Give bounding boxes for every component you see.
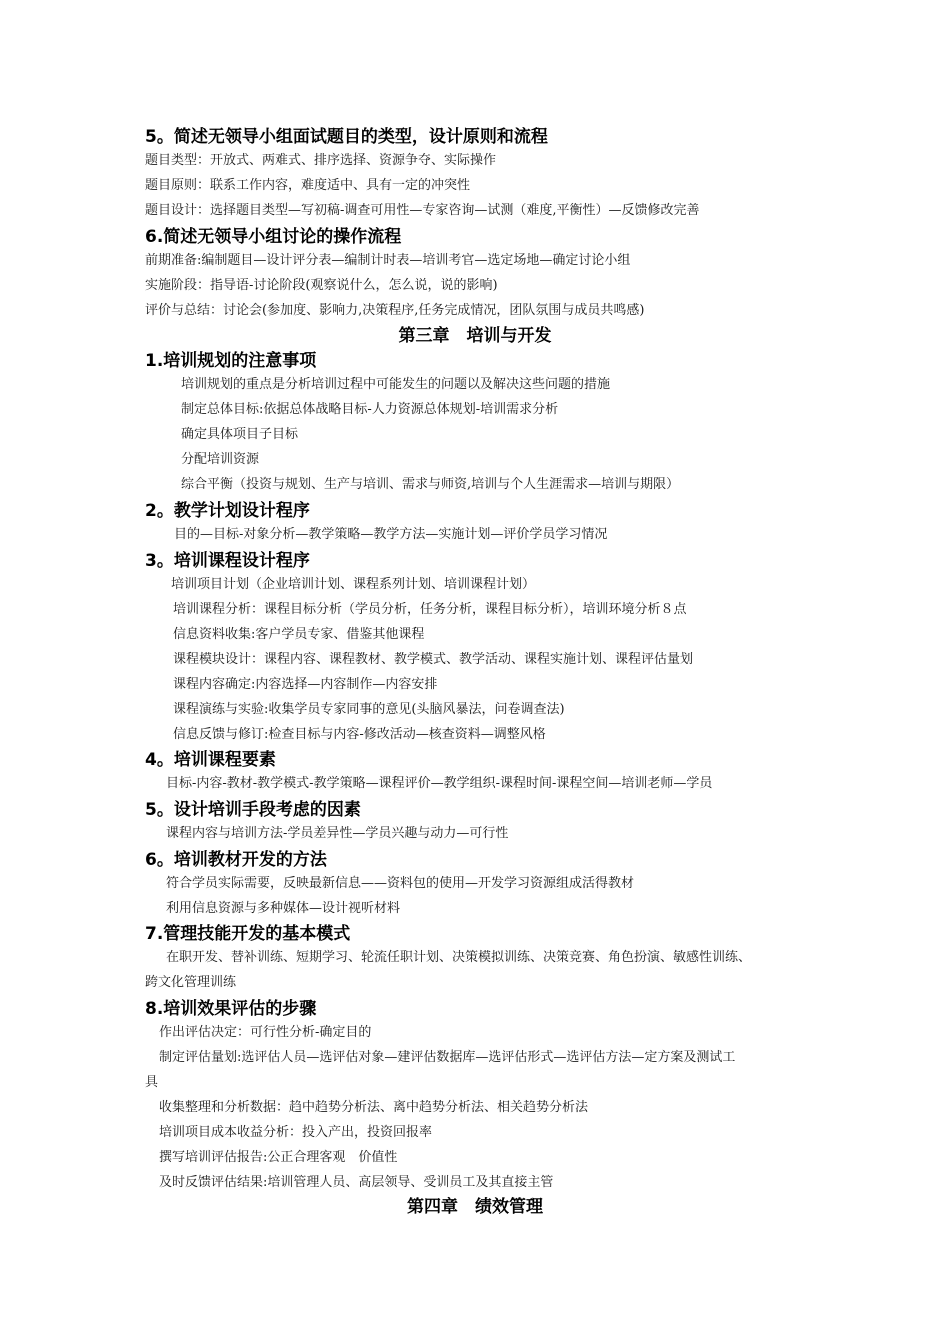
text-line: 培训规划的重点是分析培训过程中可能发生的问题以及解决这些问题的措施 (181, 377, 611, 392)
chapter-title: 第四章 绩效管理 (407, 1197, 543, 1217)
text-line: 题目设计：选择题目类型—写初稿-调查可用性—专家咨询—试测（难度,平衡性）—反馈修改完善 (145, 203, 700, 218)
text-line: 课程演练与实验:收集学员专家同事的意见(头脑风暴法，问卷调查法) (173, 702, 565, 717)
text-line: 目标-内容-教材-教学模式-教学策略—课程评价—教学组织-课程时间-课程空间—培训老师—学员 (166, 776, 713, 791)
text-line: 实施阶段：指导语-讨论阶段(观察说什么，怎么说，说的影响) (145, 278, 498, 293)
text-line: 具 (145, 1075, 159, 1090)
text-line: 收集整理和分析数据：趋中趋势分析法、离中趋势分析法、相关趋势分析法 (159, 1100, 589, 1115)
text-line: 在职开发、替补训练、短期学习、轮流任职计划、决策模拟训练、决策竞赛、角色扮演、敏感性训练、 (166, 950, 752, 965)
text-line: 目的—目标-对象分析—教学策略—教学方法—实施计划—评价学员学习情况 (174, 527, 608, 542)
text-line: 利用信息资源与多种媒体—设计视听材料 (166, 901, 401, 916)
text-line: 培训项目计划（企业培训计划、课程系列计划、培训课程计划） (171, 577, 536, 592)
text-line: 课程模块设计：课程内容、课程教材、教学模式、教学活动、课程实施计划、课程评估量划 (173, 652, 694, 667)
text-line: 题目类型：开放式、两难式、排序选择、资源争夺、实际操作 (145, 153, 497, 168)
text-line: 及时反馈评估结果:培训管理人员、高层领导、受训员工及其直接主管 (159, 1175, 554, 1190)
section-heading: 5。简述无领导小组面试题目的类型，设计原则和流程 (145, 127, 548, 147)
section-heading: 2。教学计划设计程序 (145, 501, 310, 521)
text-line: 分配培训资源 (181, 452, 260, 467)
text-line: 信息反馈与修订:检查目标与内容-修改活动—核查资料—调整风格 (173, 727, 546, 742)
text-line: 确定具体项目子目标 (181, 427, 299, 442)
text-line: 前期准备:编制题目—设计评分表—编制计时表—培训考官—选定场地—确定讨论小组 (145, 253, 631, 268)
text-line: 题目原则：联系工作内容，难度适中、具有一定的冲突性 (145, 178, 471, 193)
text-line: 作出评估决定：可行性分析-确定目的 (159, 1025, 372, 1040)
text-line: 综合平衡（投资与规划、生产与培训、需求与师资,培训与个人生涯需求—培训与期限） (181, 477, 680, 492)
text-line: 课程内容确定:内容选择—内容制作—内容安排 (173, 677, 438, 692)
section-heading: 3。培训课程设计程序 (145, 551, 310, 571)
text-line: 评价与总结：讨论会(参加度、影响力,决策程序,任务完成情况，团队氛围与成员共鸣感) (145, 303, 645, 318)
text-line: 培训课程分析：课程目标分析（学员分析，任务分析，课程目标分析），培训环境分析８点 (173, 602, 687, 617)
text-line: 制定总体目标:依据总体战略目标-人力资源总体规划-培训需求分析 (181, 402, 559, 417)
section-heading: 7.管理技能开发的基本模式 (145, 924, 351, 944)
text-line: 撰写培训评估报告:公正合理客观 价值性 (159, 1150, 398, 1165)
text-line: 跨文化管理训练 (145, 975, 237, 990)
chapter-title: 第三章 培训与开发 (398, 326, 552, 346)
section-heading: 6.简述无领导小组讨论的操作流程 (145, 227, 402, 247)
section-heading: 1.培训规划的注意事项 (145, 351, 317, 371)
section-heading: 5。设计培训手段考虑的因素 (145, 800, 361, 820)
section-heading: 8.培训效果评估的步骤 (145, 999, 317, 1019)
text-line: 制定评估量划:选评估人员—选评估对象—建评估数据库—选评估形式—选评估方法—定方案及测试工 (159, 1050, 736, 1065)
section-heading: 4。培训课程要素 (145, 750, 276, 770)
section-heading: 6。培训教材开发的方法 (145, 850, 327, 870)
text-line: 课程内容与培训方法-学员差异性—学员兴趣与动力—可行性 (166, 826, 509, 841)
text-line: 信息资料收集:客户学员专家、借鉴其他课程 (173, 627, 425, 642)
text-line: 培训项目成本收益分析：投入产出，投资回报率 (159, 1125, 433, 1140)
text-line: 符合学员实际需要，反映最新信息——资料包的使用—开发学习资源组成活得教材 (166, 876, 635, 891)
